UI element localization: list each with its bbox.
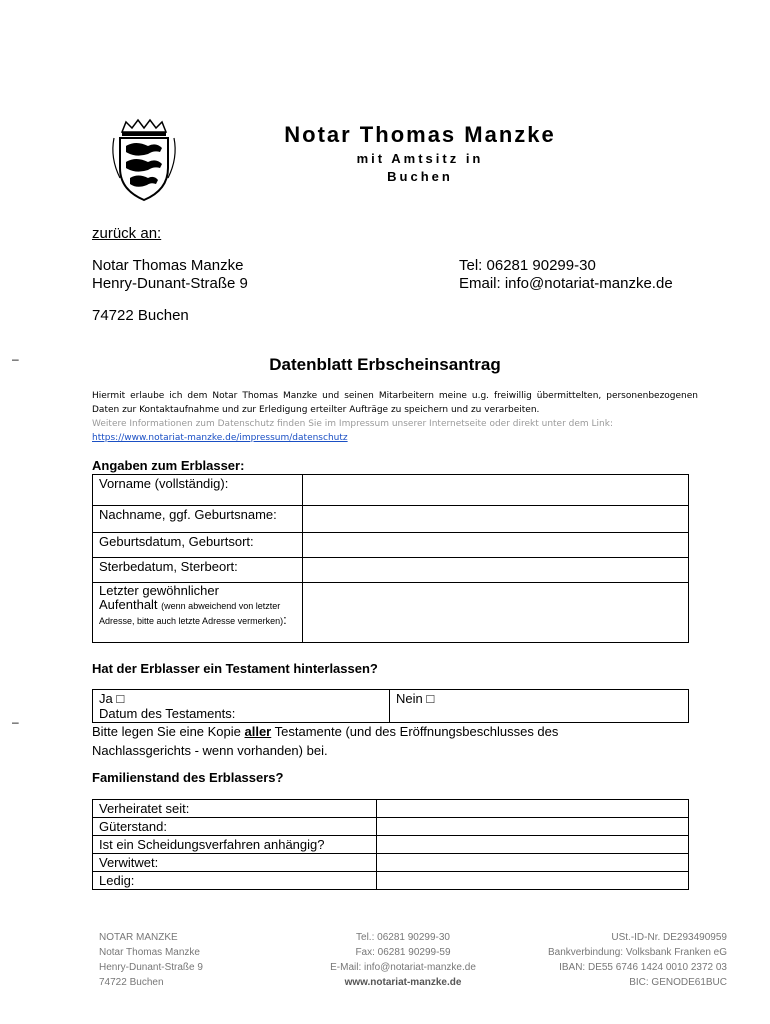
aufenthalt-label-2: Aufenthalt bbox=[99, 597, 158, 612]
section-heading-erblasser: Angaben zum Erblasser: bbox=[92, 458, 245, 473]
note-emphasis: aller bbox=[244, 724, 272, 739]
footer-line: Bankverbindung: Volksbank Franken eG bbox=[548, 947, 727, 958]
address-name: Notar Thomas Manzke bbox=[92, 257, 244, 274]
field-label: Ist ein Scheidungsverfahren anhängig? bbox=[93, 836, 377, 854]
aufenthalt-label: Letzter gewöhnlicher bbox=[99, 583, 219, 598]
table-row bbox=[93, 800, 689, 818]
privacy-consent bbox=[92, 389, 698, 445]
address-street: Henry-Dunant-Straße 9 bbox=[92, 275, 248, 292]
section-heading-testament: Hat der Erblasser ein Testament hinterlassen? bbox=[92, 661, 378, 676]
table-row bbox=[93, 583, 689, 643]
return-to-label: zurück an: bbox=[92, 225, 162, 242]
footer-line: Fax: 06281 90299-59 bbox=[355, 947, 451, 958]
field-input[interactable] bbox=[303, 558, 689, 583]
footer-line: BIC: GENODE61BUC bbox=[629, 977, 727, 988]
field-label: Verwitwet: bbox=[93, 854, 377, 872]
footer-line: USt.-ID-Nr. DE293490959 bbox=[611, 932, 727, 943]
office-subtitle bbox=[250, 150, 590, 186]
address-city: 74722 Buchen bbox=[92, 307, 189, 324]
footer-left bbox=[99, 930, 203, 990]
footer-website: www.notariat-manzke.de bbox=[344, 977, 462, 988]
testament-table bbox=[92, 689, 689, 723]
field-input[interactable] bbox=[303, 506, 689, 533]
footer-line: Henry-Dunant-Straße 9 bbox=[99, 962, 203, 973]
field-label: Ledig: bbox=[93, 872, 377, 890]
field-label: Verheiratet seit: bbox=[93, 800, 377, 818]
table-row bbox=[93, 475, 689, 506]
note-text-2: Testamente (und des Eröffnungsbeschlusses des bbox=[271, 724, 559, 739]
footer-line: E-Mail: info@notariat-manzke.de bbox=[330, 962, 476, 973]
erblasser-table bbox=[92, 474, 689, 643]
footer-center bbox=[300, 930, 506, 990]
table-row bbox=[93, 533, 689, 558]
testament-yes-cell bbox=[93, 690, 390, 723]
field-input[interactable] bbox=[303, 475, 689, 506]
footer-line: IBAN: DE55 6746 1424 0010 2372 03 bbox=[559, 962, 727, 973]
footer-right bbox=[500, 930, 727, 990]
table-row bbox=[93, 872, 689, 890]
field-label: Geburtsdatum, Geburtsort: bbox=[93, 533, 303, 558]
field-input[interactable] bbox=[377, 854, 689, 872]
contact-tel: Tel: 06281 90299-30 bbox=[459, 257, 596, 274]
field-input[interactable] bbox=[377, 800, 689, 818]
checkbox-nein[interactable]: Nein □ bbox=[396, 691, 435, 706]
margin-mark: – bbox=[12, 715, 19, 729]
subtitle-line-1: mit Amtsitz in bbox=[356, 151, 484, 166]
testament-no-cell bbox=[390, 690, 689, 723]
contact-block bbox=[459, 257, 673, 293]
checkbox-ja[interactable]: Ja □ bbox=[99, 691, 125, 706]
table-row bbox=[93, 690, 689, 723]
return-address bbox=[92, 257, 248, 293]
aufenthalt-note: (wenn abweichend von letzter Adresse, bitte auch letzte Adresse vermerken) bbox=[99, 601, 284, 626]
footer-line: Notar Thomas Manzke bbox=[99, 947, 200, 958]
contact-email: Email: info@notariat-manzke.de bbox=[459, 275, 673, 292]
footer-line: 74722 Buchen bbox=[99, 977, 164, 988]
testament-note bbox=[92, 722, 558, 760]
subtitle-line-2: Buchen bbox=[387, 169, 453, 184]
field-label: Sterbedatum, Sterbeort: bbox=[93, 558, 303, 583]
consent-text: Hiermit erlaube ich dem Notar Thomas Manzke und seinen Mitarbeitern meine u.g. freiwillig übermittelten, personenbezogenen Daten zur Kontaktaufnahme und zur Erledigung erteilter Aufträge zu speichern und zu verarbeiten. bbox=[92, 391, 698, 415]
table-row bbox=[93, 818, 689, 836]
footer-line: Tel.: 06281 90299-30 bbox=[356, 932, 450, 943]
field-input[interactable] bbox=[303, 533, 689, 558]
field-label: Nachname, ggf. Geburtsname: bbox=[93, 506, 303, 533]
field-input[interactable] bbox=[377, 872, 689, 890]
field-input[interactable] bbox=[377, 818, 689, 836]
privacy-link[interactable]: https://www.notariat-manzke.de/impressum/datenschutz bbox=[92, 433, 348, 443]
field-input[interactable] bbox=[303, 583, 689, 643]
table-row bbox=[93, 506, 689, 533]
testament-date-label: Datum des Testaments: bbox=[99, 706, 236, 721]
field-input[interactable] bbox=[377, 836, 689, 854]
aufenthalt-colon: : bbox=[283, 612, 287, 627]
table-row bbox=[93, 558, 689, 583]
coat-of-arms-icon bbox=[108, 118, 180, 202]
familienstand-table bbox=[92, 799, 689, 890]
privacy-info-text: Weitere Informationen zum Datenschutz finden Sie im Impressum unserer Internetseite oder direkt unter dem Link: bbox=[92, 419, 613, 429]
office-title: Notar Thomas Manzke bbox=[284, 122, 556, 147]
note-text-3: Nachlassgerichts - wenn vorhanden) bei. bbox=[92, 743, 328, 758]
field-label-aufenthalt bbox=[93, 583, 303, 643]
note-text: Bitte legen Sie eine Kopie bbox=[92, 724, 245, 739]
section-heading-familienstand: Familienstand des Erblassers? bbox=[92, 770, 284, 785]
table-row bbox=[93, 854, 689, 872]
field-label: Vorname (vollständig): bbox=[93, 475, 303, 506]
table-row bbox=[93, 836, 689, 854]
footer-line: NOTAR MANZKE bbox=[99, 932, 178, 943]
margin-mark: – bbox=[12, 352, 19, 366]
document-title: Datenblatt Erbscheinsantrag bbox=[269, 355, 501, 374]
field-label: Güterstand: bbox=[93, 818, 377, 836]
